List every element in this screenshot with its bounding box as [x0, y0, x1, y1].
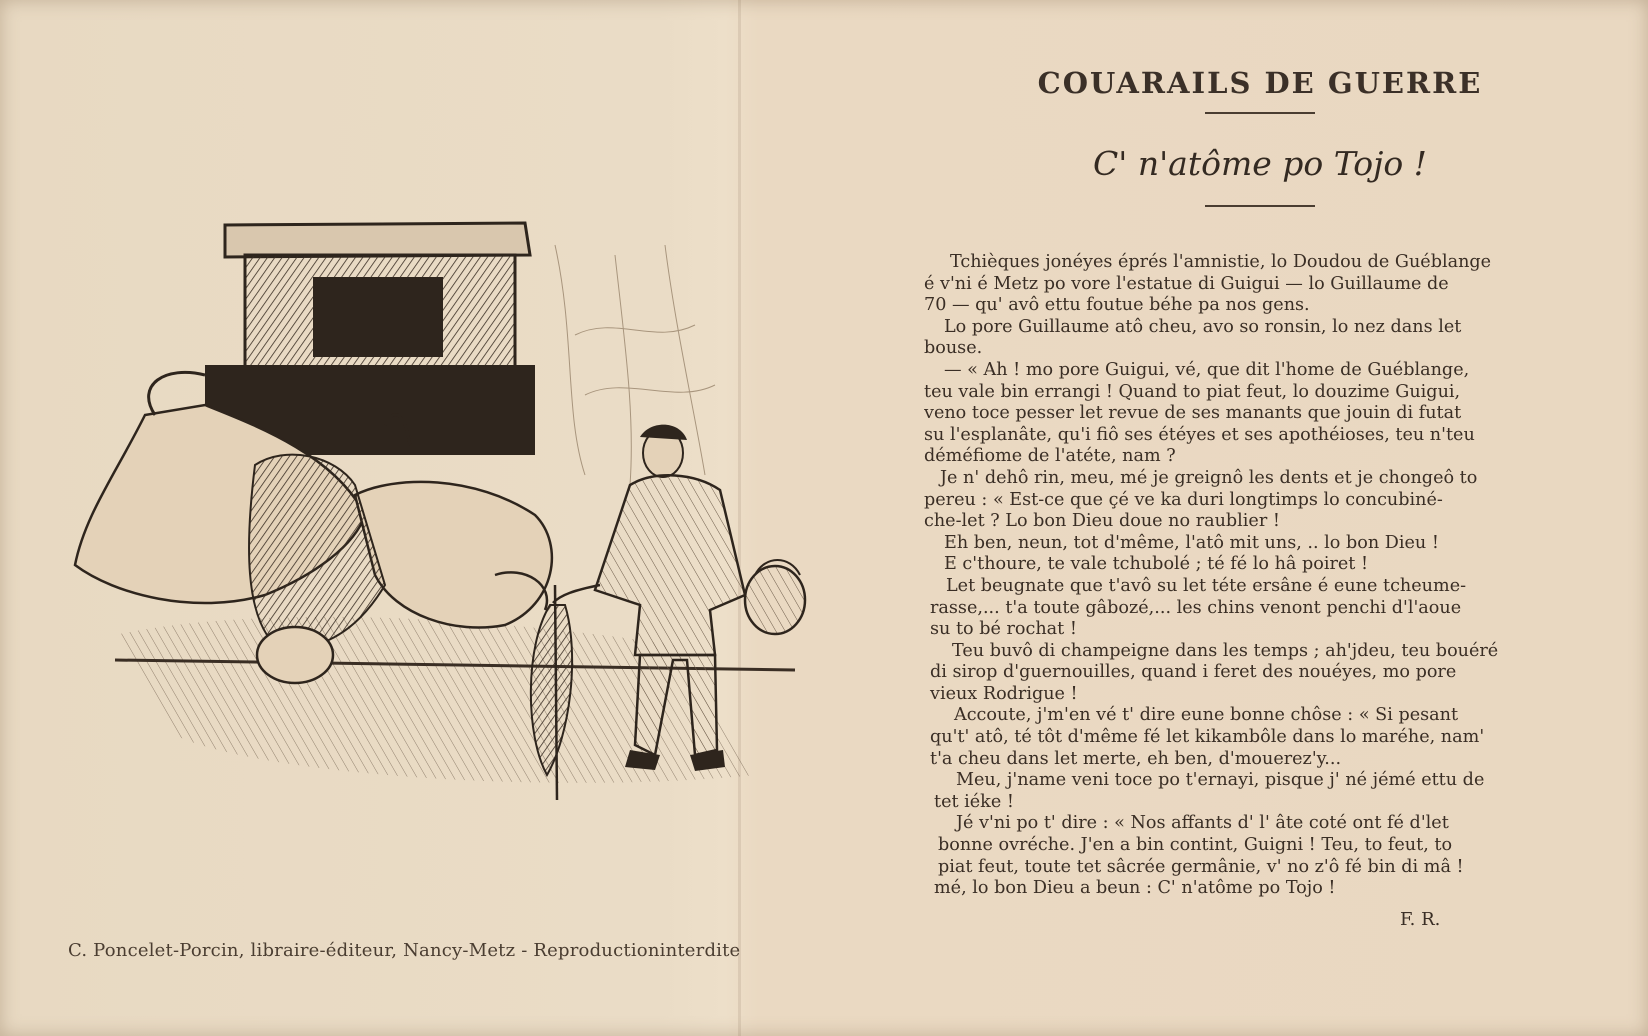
- poem-line: qu't' atô, té tôt d'même fé let kikambôle dans lo maréhe, nam': [930, 727, 1485, 748]
- poem-line: é v'ni é Metz po vore l'estatue di Guigui — lo Guillaume de: [924, 273, 1449, 294]
- poem-line: pereu : « Est-ce que çé ve ka duri longtimps lo concubiné-: [924, 489, 1443, 510]
- poem-line: mé, lo bon Dieu a beun : C' n'atôme po Tojo !: [934, 878, 1336, 899]
- poem-line: Let beugnate que t'avô su let téte ersâne é eune tcheume-: [946, 575, 1467, 596]
- poem-line: di sirop d'guernouilles, quand i feret des nouéyes, mo pore: [930, 662, 1457, 683]
- poem-line: bouse.: [924, 338, 983, 359]
- poem-line: tet iéke !: [934, 791, 1014, 812]
- title-rule: [1205, 112, 1315, 114]
- pedestal: [205, 223, 535, 455]
- poem-line: déméfiome de l'atéte, nam ?: [924, 446, 1176, 467]
- card-subtitle: C' n'atôme po Tojo !: [1093, 144, 1427, 183]
- background-trees: [555, 245, 715, 485]
- statue-illustration: [55, 215, 855, 845]
- subtitle-rule: [1205, 205, 1315, 207]
- poem-line: Tchièques jonéyes éprés l'amnistie, lo Doudou de Guéblange: [950, 252, 1492, 272]
- poem-line: Meu, j'name veni toce po t'ernayi, pisque j' né jémé ettu de: [956, 770, 1485, 791]
- poem-line: 70 — qu' avô ettu foutue béhe pa nos gens.: [924, 295, 1310, 316]
- poem-line: Lo pore Guillaume atô cheu, avo so ronsin, lo nez dans let: [944, 316, 1462, 337]
- poem-line: Eh ben, neun, tot d'même, l'atô mit uns, .. lo bon Dieu !: [944, 532, 1439, 553]
- poem-line: Teu buvô di champeigne dans les temps ; ah'jdeu, teu bouéré: [952, 640, 1499, 661]
- poem-line: t'a cheu dans let merte, eh ben, d'mouerez'y...: [930, 748, 1342, 769]
- poem-line: bonne ovréche. J'en a bin contint, Guigni ! Teu, to feut, to: [938, 835, 1453, 856]
- poem-line: Je n' dehô rin, meu, mé je greignô les dents et je chongeô to: [940, 467, 1478, 488]
- publisher-imprint: C. Poncelet-Porcin, libraire-éditeur, Nancy-Metz - Reproductioninterdite: [68, 940, 741, 961]
- poem-line: che-let ? Lo bon Dieu doue no raublier !: [924, 511, 1280, 532]
- poem-line: vieux Rodrigue !: [930, 683, 1078, 704]
- poem-line: piat feut, toute tet sâcrée germânie, v' no z'ô fé bin di mâ !: [938, 856, 1464, 877]
- poem-line: Jé v'ni po t' dire : « Nos affants d' l' âte coté ont fé d'let: [956, 813, 1449, 834]
- poem-line: su to bé rochat !: [930, 619, 1077, 640]
- poem-line: su l'esplanâte, qu'i fiô ses étéyes et ses apothéioses, teu n'teu: [924, 424, 1475, 445]
- poem-line: veno toce pesser let revue de ses manants que jouin di futat: [924, 403, 1462, 424]
- card-title: COUARAILS DE GUERRE: [1037, 66, 1483, 100]
- author-signature: F. R.: [1400, 909, 1441, 930]
- poem-text: [924, 252, 1546, 900]
- poem-line: teu vale bin errangi ! Quand to piat feut, lo douzime Guigui,: [924, 381, 1461, 402]
- poem-line: — « Ah ! mo pore Guigui, vé, que dit l'home de Guéblange,: [944, 359, 1470, 380]
- poem-line: E c'thoure, te vale tchubolé ; té fé lo hâ poiret !: [944, 554, 1369, 575]
- poem-line: Accoute, j'm'en vé t' dire eune bonne chôse : « Si pesant: [954, 705, 1459, 726]
- card-header: [960, 66, 1560, 207]
- poem-line: rasse,... t'a toute gâbozé,... les chins venont penchi d'l'aoue: [930, 597, 1462, 618]
